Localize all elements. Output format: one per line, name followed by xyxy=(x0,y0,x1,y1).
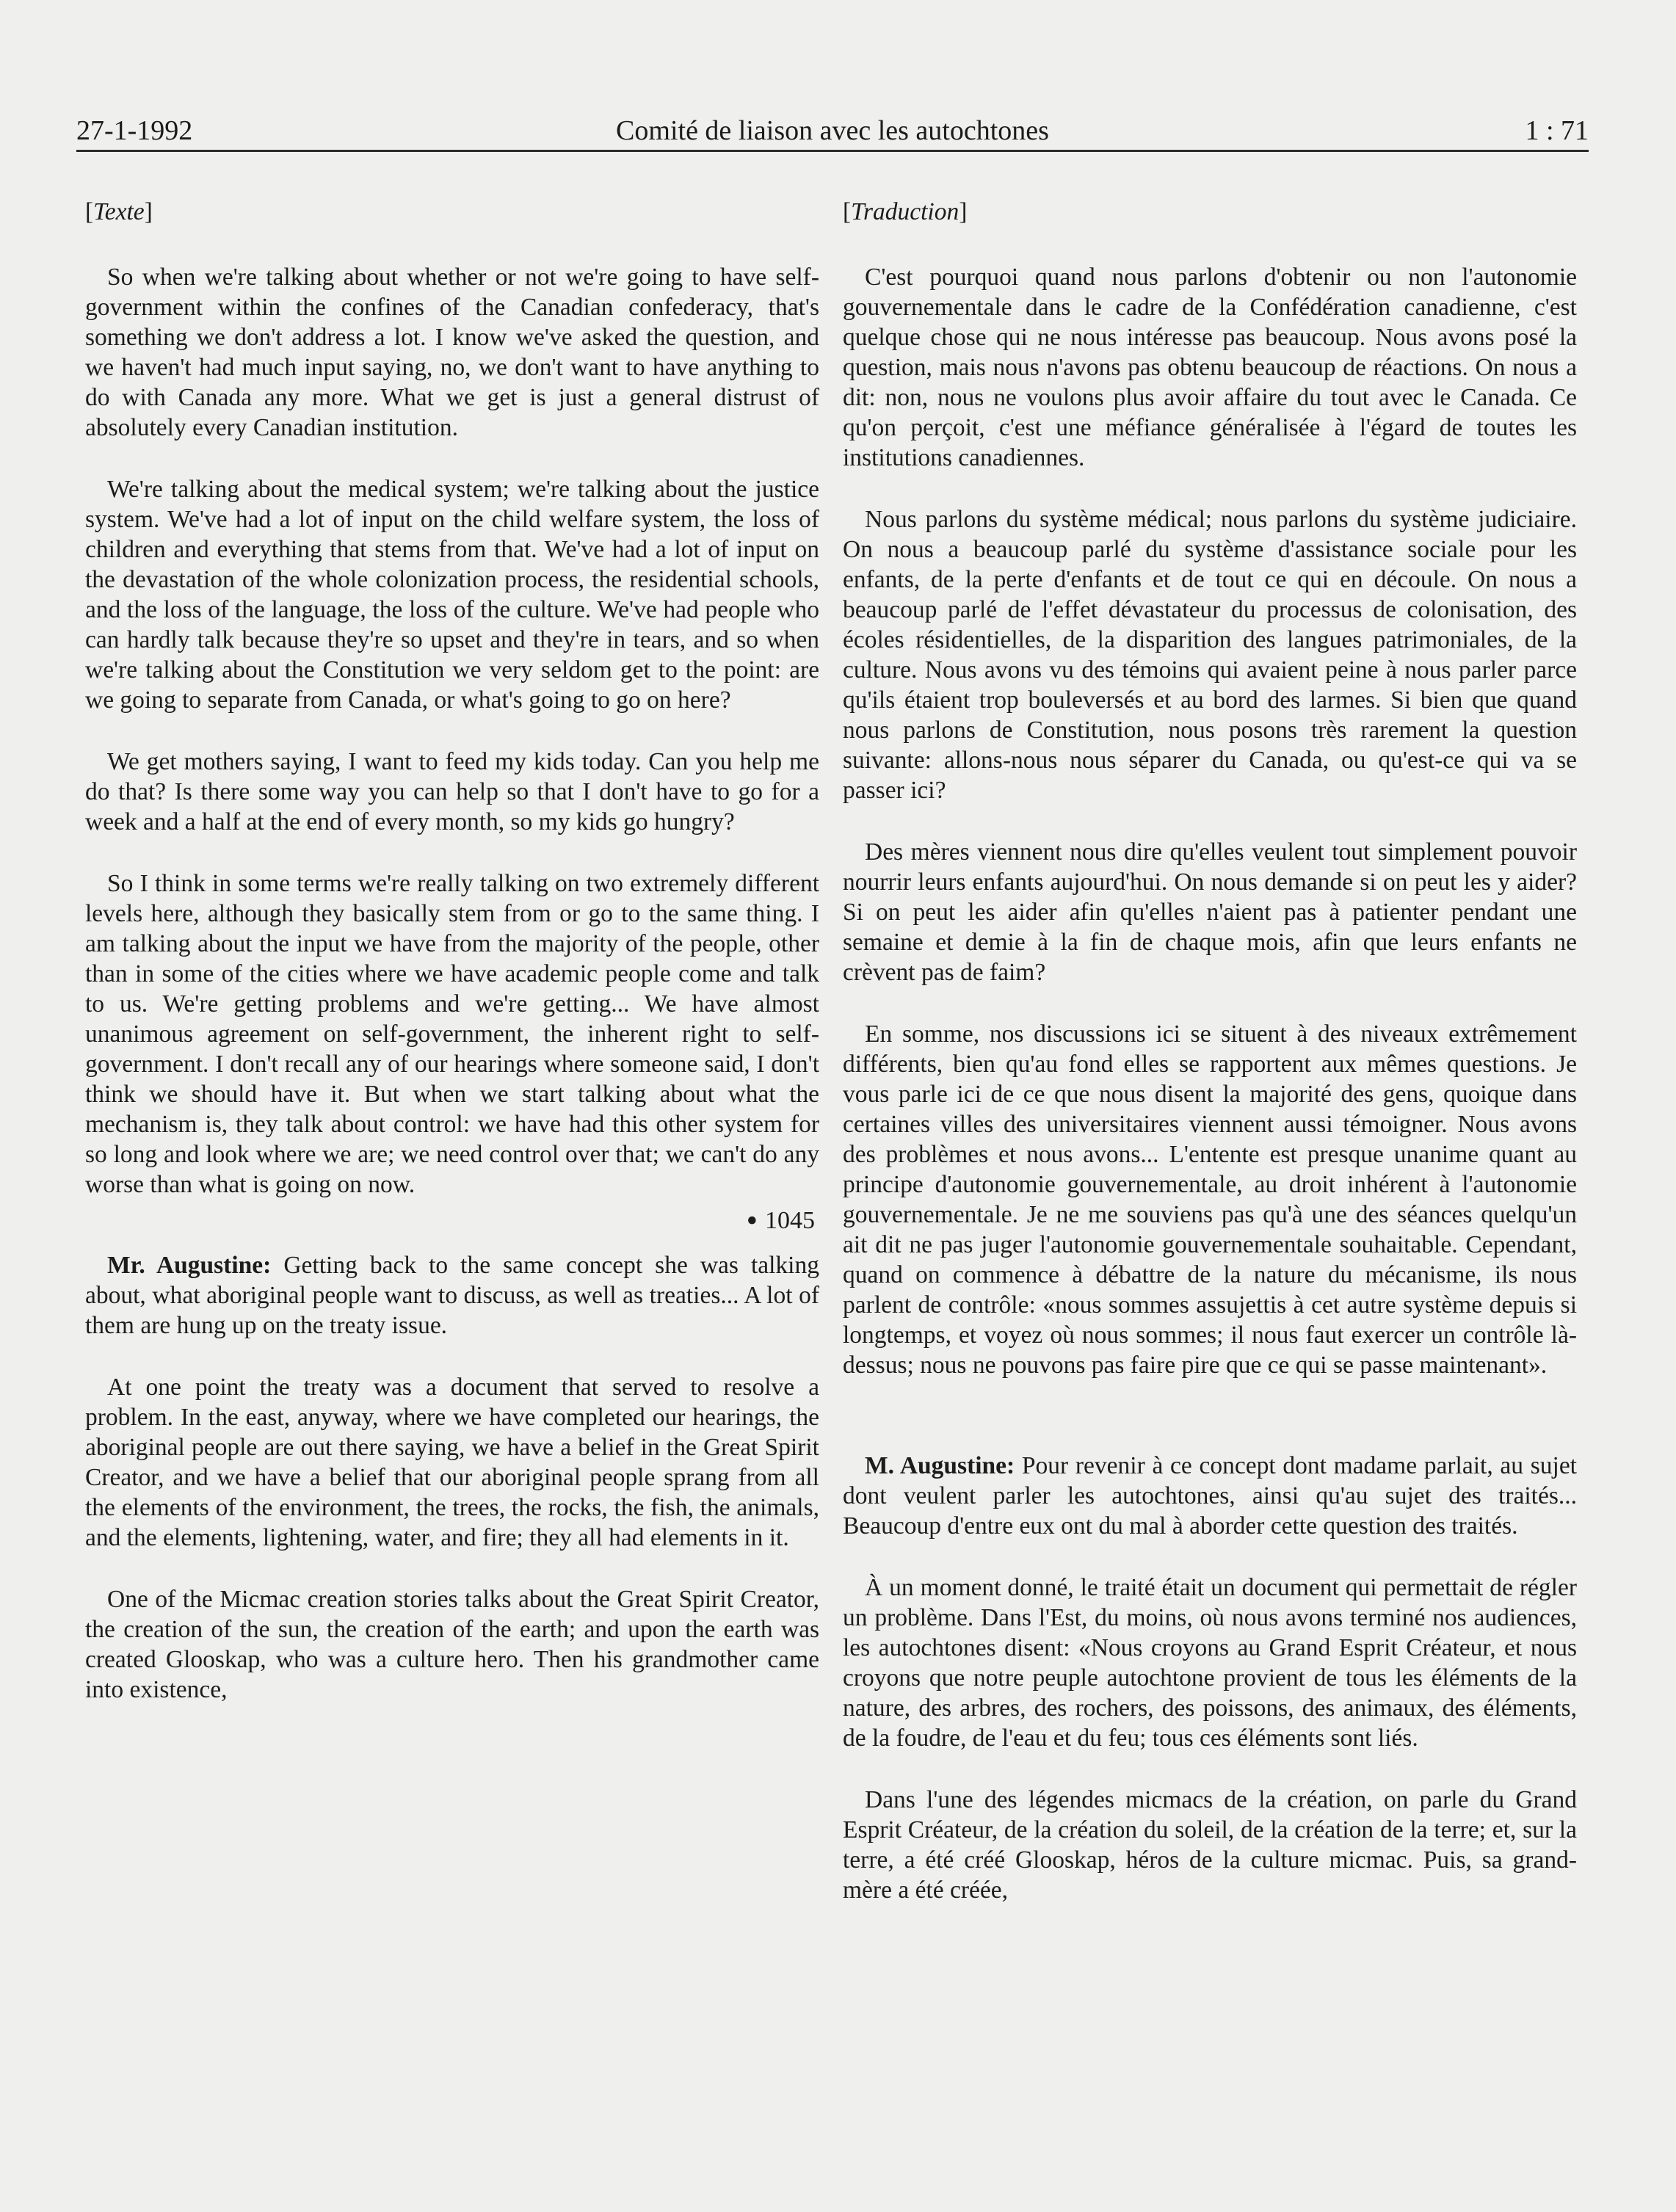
paragraph: We're talking about the medical system; we're talking about the justice system. We've had a lot of input on the child welfare system, the loss of children and everything that stems from that. We've had a lot of input on the devastation of the whole colonization process, the residential schools, and the loss of the language, the loss of the culture. We've had people who can hardly talk because they're so upset and they're in tears, and so when we're talking about the Constitution we very seldom get to the point: are we going to separate from Canada, or what's going to go on here? xyxy=(85,476,819,714)
speaker-paragraph: M. Augustine: Pour revenir à ce concept dont madame parlait, au sujet dont veulent parler les autochtones, ainsi qu'au sujet des traités... Beaucoup d'entre eux ont du mal à aborder cette question des traités. xyxy=(843,1452,1577,1540)
paragraph: Dans l'une des légendes micmacs de la création, on parle du Grand Esprit Créateur, de la création du soleil, de la création de la terre; et, sur la terre, a été créé Glooskap, héros de la culture micmac. Puis, sa grand-mère a été créée, xyxy=(843,1786,1577,1904)
header-page-number: 1 : 71 xyxy=(1525,115,1589,146)
french-column xyxy=(843,197,1577,1937)
speaker-name: Mr. Augustine: xyxy=(107,1252,272,1279)
translation-label: [Traduction] xyxy=(843,198,968,225)
paragraph: At one point the treaty was a document that served to resolve a problem. In the east, anyway, where we have completed our hearings, the aboriginal people are out there saying, we have a belief in the Great Spirit Creator, and we have a belief that our aboriginal people sprang from all the elements of the environment, the trees, the rocks, the fish, the animals, and the elements, lightening, water, and fire; they all had elements in it. xyxy=(85,1374,819,1551)
paragraph: So I think in some terms we're really talking on two extremely different levels here, although they basically stem from or go to the same thing. I am talking about the input we have from the majority of the people, other than in some of the cities where we have academic people come and talk to us. We're getting problems and we're getting... We have almost unanimous agreement on self-government, the inherent right to self-government. I don't recall any of our hearings where someone said, I don't think we should have it. But when we start talking about what the mechanism is, they talk about control: we have had this other system for so long and look where we are; we need control over that; we can't do any worse than what is going on now. xyxy=(85,870,819,1198)
paragraph: En somme, nos discussions ici se situent à des niveaux extrêmement différents, bien qu'au fond elles se rapportent aux mêmes questions. Je vous parle ici de ce que nous disent la majorité des gens, quoique dans certaines villes des universitaires viennent aussi témoigner. Nous avons des problèmes et nous avons... L'entente est presque unanime quant au principe d'autonomie gouvernementale, au droit inhérent à l'autonomie gouvernementale. Je ne me souviens pas qu'à une des séances quelqu'un ait dit ne pas juger l'autonomie gouvernementale souhaitable. Cependant, quand on commence à débattre de la nature du mécanisme, ils nous parlent de contrôle: «nous sommes assujettis à cet autre système depuis si longtemps, et voyez où nous sommes; il nous faut exercer un contrôle là-dessus; nous ne pouvons pas faire pire que ce qui se passe maintenant». xyxy=(843,1020,1577,1379)
paragraph: Nous parlons du système médical; nous parlons du système judiciaire. On nous a beaucoup parlé du système d'assistance sociale pour les enfants, de la perte d'enfants et de tout ce qui en découle. On nous a beaucoup parlé de l'effet dévastateur du processus de colonisation, des écoles résidentielles, de la disparition des langues patrimoniales, de la culture. Nous avons vu des témoins qui avaient peine à nous parler parce qu'ils étaient trop bouleversés et au bord des larmes. Si bien que quand nous parlons de Constitution, nous posons très rarement la question suivante: allons-nous nous séparer du Canada, ou qu'est-ce qui va se passer ici? xyxy=(843,506,1577,804)
paragraph: À un moment donné, le traité était un document qui permettait de régler un problème. Dans l'Est, du moins, où nous avons terminé nos audiences, les autochtones disent: «Nous croyons au Grand Esprit Créateur, et nous croyons que notre peuple autochtone provient de tous les éléments de la nature, des arbres, des rochers, des poissons, des animaux, des éléments, de la foudre, de l'eau et du feu; tous ces éléments sont liés. xyxy=(843,1574,1577,1752)
speaker-name: M. Augustine: xyxy=(865,1452,1015,1479)
header-date: 27-1-1992 xyxy=(76,115,193,146)
time-marker: • 1045 xyxy=(746,1203,815,1239)
paragraph: We get mothers saying, I want to feed my kids today. Can you help me do that? Is there some way you can help so that I don't have to go for a week and a half at the end of every month, so my kids go hungry? xyxy=(85,748,819,835)
bullet-icon: • xyxy=(746,1203,758,1239)
paragraph: So when we're talking about whether or not we're going to have self-government within the confines of the Canadian confederacy, that's something we don't address a lot. I know we've asked the question, and we haven't had much input saying, no, we don't want to have anything to do with Canada any more. What we get is just a general distrust of absolutely every Canadian institution. xyxy=(85,264,819,441)
paragraph: C'est pourquoi quand nous parlons d'obtenir ou non l'autonomie gouvernementale dans le cadre de la Confédération canadienne, c'est quelque chose qui ne nous intéresse pas beaucoup. Nous avons posé la question, mais nous n'avons pas obtenu beaucoup de réactions. On nous a dit: non, nous ne voulons plus avoir affaire du tout avec le Canada. Ce qu'on perçoit, c'est une méfiance généralisée à l'égard de toutes les institutions canadiennes. xyxy=(843,264,1577,471)
header-title: Comité de liaison avec les autochtones xyxy=(616,115,1049,146)
paragraph: Des mères viennent nous dire qu'elles veulent tout simplement pouvoir nourrir leurs enfants aujourd'hui. On nous demande si on peut les y aider? Si on peut les aider afin qu'elles n'aient pas à patienter pendant une semaine et demie à la fin de chaque mois, afin que leurs enfants ne crèvent pas de faim? xyxy=(843,838,1577,986)
paragraph: One of the Micmac creation stories talks about the Great Spirit Creator, the creation of the sun, the creation of the earth; and upon the earth was created Glooskap, who was a culture hero. Then his grandmother came into existence, xyxy=(85,1586,819,1703)
speaker-paragraph: Mr. Augustine: Getting back to the same concept she was talking about, what aboriginal people want to discuss, as well as treaties... A lot of them are hung up on the treaty issue. xyxy=(85,1252,819,1339)
english-column xyxy=(85,197,819,1736)
page-header xyxy=(76,110,1589,152)
text-label: [Texte] xyxy=(85,198,153,225)
